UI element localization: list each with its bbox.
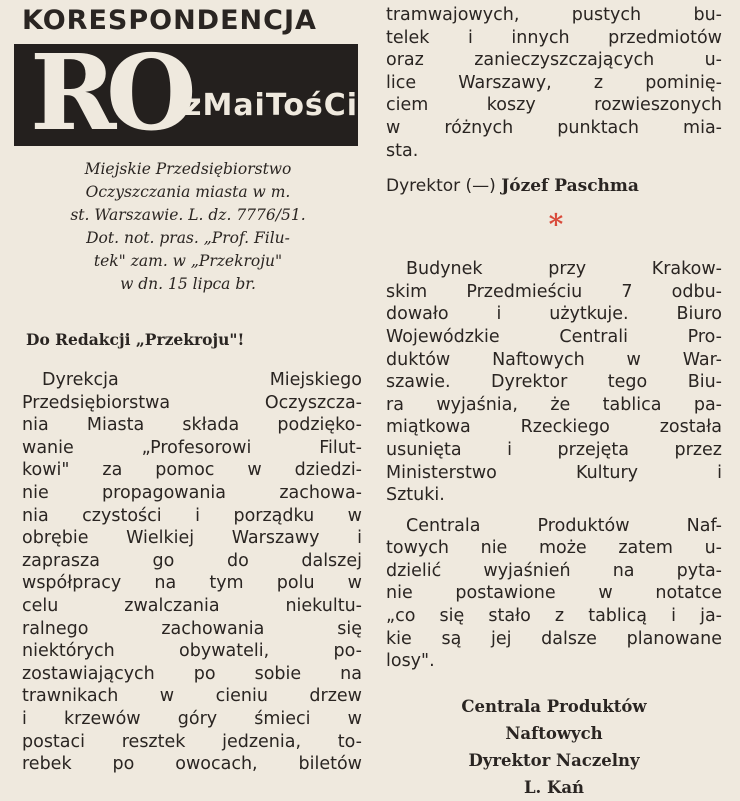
- right-column: [386, 4, 726, 801]
- text-line: szawie. Dyrektor tego Biu-: [386, 372, 722, 393]
- banner-rest: zMaiTośCi: [184, 88, 358, 123]
- text-line: zaprasza go do dalszej: [22, 550, 362, 571]
- text-line: telek i innych przedmiotów: [386, 27, 722, 48]
- text-line: kie są jej dalsze planowane: [386, 628, 722, 649]
- text-line: obrębie Wielkiej Warszawy i: [22, 528, 362, 549]
- text-line: towych nie może zatem u-: [386, 538, 722, 559]
- text-line: Budynek przy Krakow-: [406, 259, 722, 280]
- text-line: nia czystości i porządku w: [22, 505, 362, 526]
- sender-line: Dot. not. pras. „Prof. Filu-: [86, 229, 290, 247]
- salutation: Do Redakcji „Przekroju"!: [26, 330, 245, 349]
- signature-line: Naftowych: [505, 723, 603, 743]
- director-signature: [386, 174, 726, 198]
- text-line: i krzewów góry śmieci w: [22, 708, 362, 729]
- text-line: duktów Naftowych w War-: [386, 349, 722, 370]
- sender-line: tek" zam. w „Przekroju": [93, 252, 283, 270]
- director-prefix: Dyrektor (—): [386, 176, 496, 197]
- text-line: celu zwalczania niekultu-: [22, 595, 362, 616]
- text-line: postaci resztek jedzenia, to-: [22, 731, 362, 752]
- text-line: Ministerstwo Kultury i: [386, 462, 722, 483]
- text-line: tramwajowych, pustych bu-: [386, 5, 722, 25]
- banner-letter-r: R: [30, 44, 117, 146]
- text-line: „co się stało z tablicą i ja-: [386, 606, 722, 627]
- banner-letter-o: O: [106, 44, 197, 146]
- signature-line: L. Kań: [523, 777, 585, 797]
- text-line: współpracy na tym polu w: [22, 573, 362, 594]
- text-line: ra wyjaśnia, że tablica pa-: [386, 394, 722, 415]
- signature-line: Dyrektor Naczelny: [468, 750, 640, 770]
- text-line: sta.: [386, 140, 419, 161]
- text-line: Przedsiębiorstwa Oczyszcza-: [22, 392, 362, 413]
- text-line: trawnikach w cieniu drzew: [22, 686, 362, 707]
- sender-line: Oczyszczania miasta w m.: [85, 183, 291, 201]
- sender-line: st. Warszawie. L. dz. 7776/51.: [70, 206, 306, 224]
- text-line: skim Przedmieściu 7 odbu-: [386, 281, 722, 302]
- section-heading: KORESPONDENCJA: [22, 5, 317, 36]
- text-line: Sztuki.: [386, 485, 445, 506]
- signature-line: Centrala Produktów: [461, 696, 647, 716]
- text-line: losy".: [386, 651, 435, 672]
- right-body-text: [386, 4, 722, 162]
- sender-line: w dn. 15 lipca br.: [120, 275, 256, 293]
- asterisk-separator: *: [548, 208, 564, 242]
- text-line: Dyrekcja Miejskiego: [42, 370, 362, 390]
- rozmaitosci-banner: [14, 44, 358, 146]
- sender-block: [22, 158, 354, 296]
- text-line: Wojewódzkie Centrali Pro-: [386, 326, 722, 347]
- text-line: kowi" za pomoc w dziedzi-: [22, 460, 362, 481]
- text-line: dzielić wyjaśnień na pyta-: [386, 560, 722, 581]
- left-column: [14, 4, 362, 776]
- sender-line: Miejskie Przedsiębiorstwo: [84, 160, 292, 178]
- text-line: miątkowa Rzeckiego została: [386, 417, 722, 438]
- signature-block: [386, 693, 722, 801]
- text-line: wanie „Profesorowi Filut-: [22, 437, 362, 458]
- paragraph-centrala: [386, 515, 722, 673]
- text-line: dowało i użytkuje. Biuro: [386, 304, 722, 325]
- text-line: nie postawione w notatce: [386, 583, 722, 604]
- text-line: rebek po owocach, biletów: [22, 754, 362, 775]
- text-line: ralnego zachowania się: [22, 618, 362, 639]
- text-line: nia Miasta składa podzięko-: [22, 415, 362, 436]
- director-name: Józef Paschma: [501, 176, 639, 197]
- text-line: oraz zanieczyszczających u-: [386, 50, 722, 71]
- text-line: zostawiających po sobie na: [22, 663, 362, 684]
- paragraph-building: [386, 258, 722, 507]
- text-line: niektórych obywateli, po-: [22, 641, 362, 662]
- text-line: Centrala Produktów Naf-: [406, 515, 722, 536]
- text-line: nie propagowania zachowa-: [22, 482, 362, 503]
- left-body-text: [22, 369, 362, 776]
- text-line: usunięta i przejęta przez: [386, 439, 722, 460]
- text-line: lice Warszawy, z pominię-: [386, 72, 722, 93]
- text-line: ciem koszy rozwieszonych: [386, 95, 722, 116]
- text-line: w różnych punktach mia-: [386, 117, 722, 138]
